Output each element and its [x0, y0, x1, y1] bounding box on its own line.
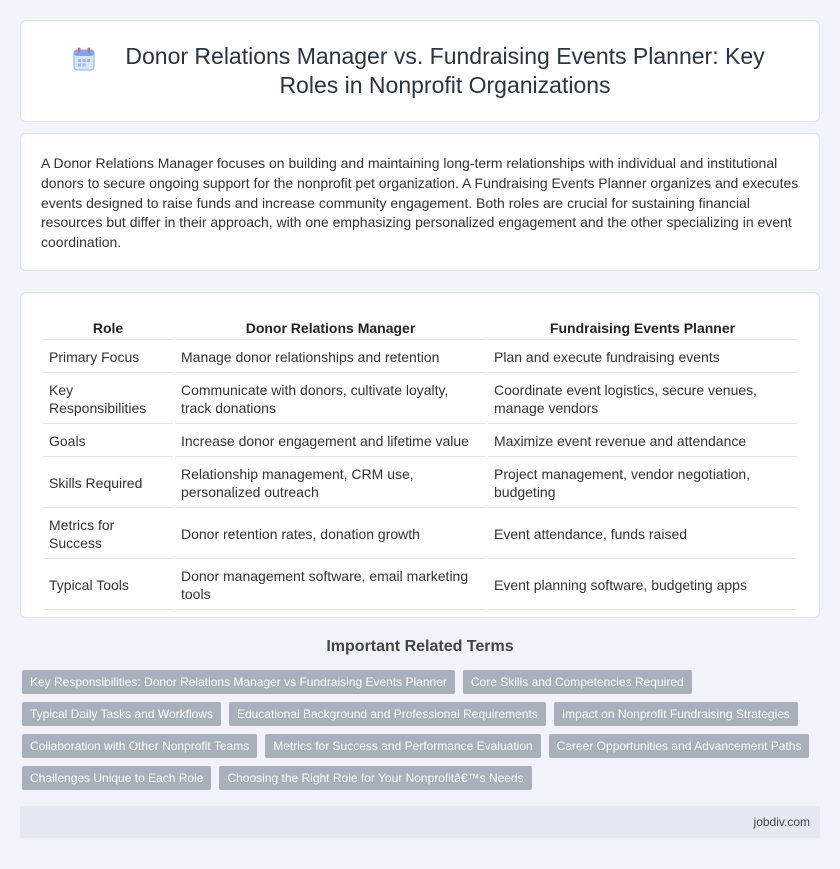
events-planner-cell: Event planning software, budgeting apps	[488, 561, 797, 610]
row-label: Key Responsibilities	[43, 375, 173, 424]
footer-bar	[20, 806, 820, 838]
row-label: Typical Tools	[43, 561, 173, 610]
page-title: Donor Relations Manager vs. Fundraising Events Planner: Key Roles in Nonprofit Organizations	[125, 43, 765, 98]
row-label: Metrics for Success	[43, 510, 173, 559]
title-card	[20, 20, 820, 122]
related-term-tag[interactable]: Typical Daily Tasks and Workflows	[22, 702, 221, 726]
related-terms-heading: Important Related Terms	[326, 638, 514, 655]
events-planner-cell: Coordinate event logistics, secure venues, manage vendors	[488, 375, 797, 424]
row-label: Goals	[43, 426, 173, 457]
events-planner-cell: Event attendance, funds raised	[488, 510, 797, 559]
table-row	[43, 342, 797, 373]
related-term-tag[interactable]: Metrics for Success and Performance Evaluation	[265, 734, 540, 758]
events-planner-cell: Maximize event revenue and attendance	[488, 426, 797, 457]
donor-relations-cell: Relationship management, CRM use, personalized outreach	[175, 459, 486, 508]
donor-relations-cell: Donor retention rates, donation growth	[175, 510, 486, 559]
related-term-tag[interactable]: Educational Background and Professional Requirements	[229, 702, 546, 726]
related-term-tag[interactable]: Career Opportunities and Advancement Paths	[549, 734, 810, 758]
table-row	[43, 426, 797, 457]
table-row	[43, 375, 797, 424]
header-fundraising-events-planner: Fundraising Events Planner	[488, 315, 797, 340]
table-header-row	[43, 315, 797, 340]
row-label: Skills Required	[43, 459, 173, 508]
header-donor-relations-manager: Donor Relations Manager	[175, 315, 486, 340]
related-term-tag[interactable]: Challenges Unique to Each Role	[22, 766, 211, 790]
related-term-tag[interactable]: Core Skills and Competencies Required	[463, 670, 692, 694]
intro-paragraph: A Donor Relations Manager focuses on building and maintaining long-term relationships with individual and institutional donors to secure ongoing support for the nonprofit pet organization. A Fundraising Events Planner organizes and executes events designed to raise funds and increase community engagement. Both roles are crucial for sustaining financial resources but differ in their approach, with one emphasizing personalized engagement and the other specializing in event coordination.	[41, 155, 799, 251]
related-term-tag[interactable]: Key Responsibilities: Donor Relations Manager vs Fundraising Events Planner	[22, 670, 455, 694]
donor-relations-cell: Increase donor engagement and lifetime value	[175, 426, 486, 457]
header-role: Role	[43, 315, 173, 340]
donor-relations-cell: Manage donor relationships and retention	[175, 342, 486, 373]
footer-site-link[interactable]: jobdiv.com	[753, 815, 810, 829]
related-term-tag[interactable]: Impact on Nonprofit Fundraising Strategies	[554, 702, 798, 726]
intro-card	[20, 133, 820, 271]
related-terms-list	[22, 670, 822, 790]
table-row	[43, 510, 797, 559]
donor-relations-cell: Donor management software, email marketing tools	[175, 561, 486, 610]
donor-relations-cell: Communicate with donors, cultivate loyalty, track donations	[175, 375, 486, 424]
table-row	[43, 561, 797, 610]
related-term-tag[interactable]: Collaboration with Other Nonprofit Teams	[22, 734, 257, 758]
table-row	[43, 459, 797, 508]
row-label: Primary Focus	[43, 342, 173, 373]
comparison-table	[41, 313, 799, 612]
events-planner-cell: Project management, vendor negotiation, budgeting	[488, 459, 797, 508]
related-term-tag[interactable]: Choosing the Right Role for Your Nonprofitâ€™s Needs	[219, 766, 531, 790]
comparison-card	[20, 292, 820, 618]
events-planner-cell: Plan and execute fundraising events	[488, 342, 797, 373]
